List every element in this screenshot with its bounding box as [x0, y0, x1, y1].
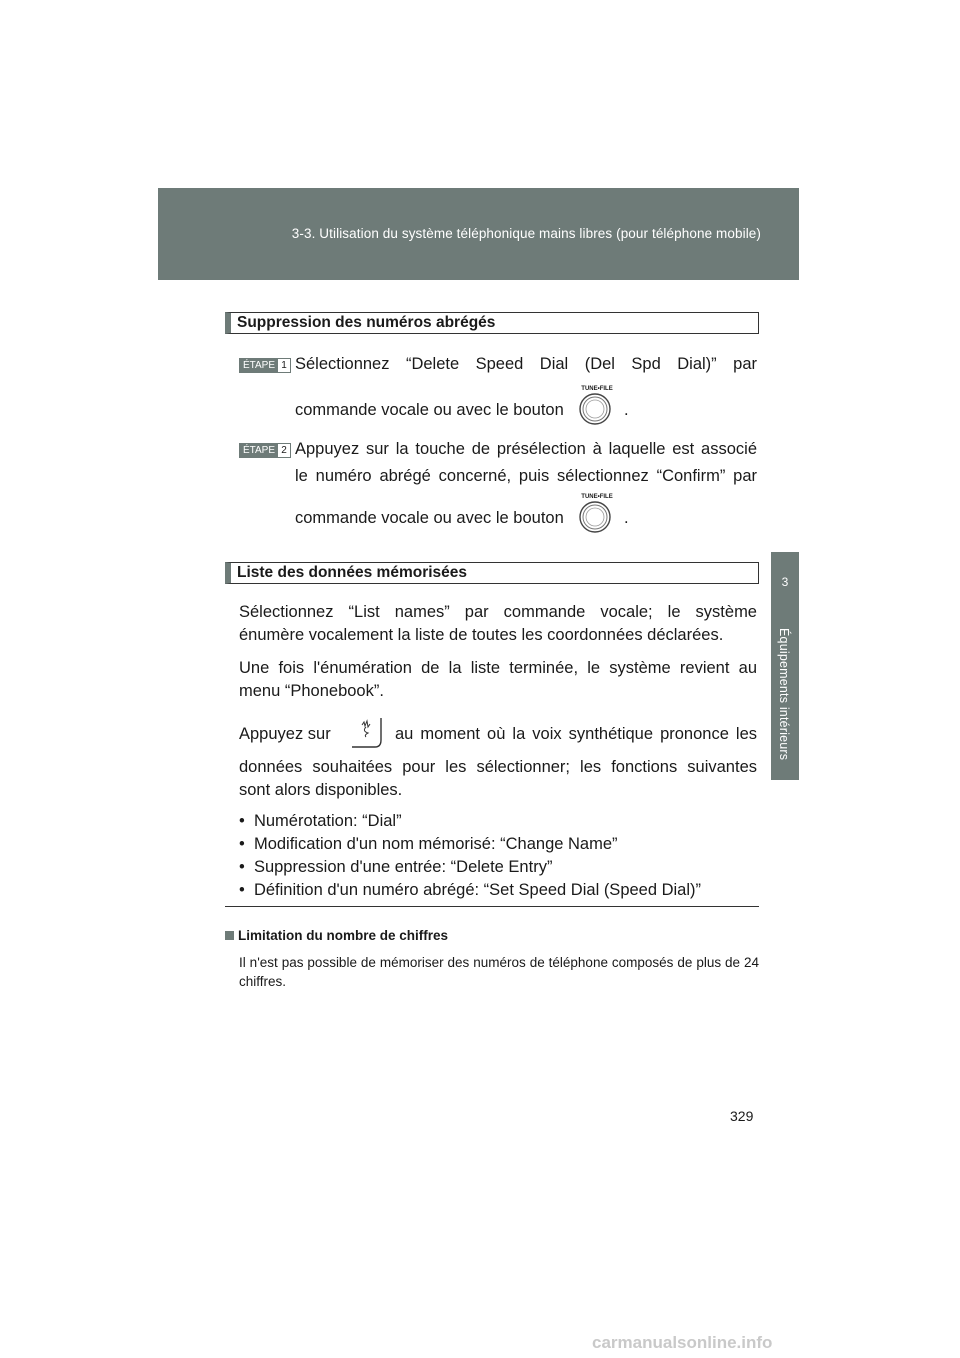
knob-label: TUNE•FILE — [581, 494, 613, 500]
list-para-2-line-1: Une fois l'énumération de la liste terminée, le système revient au — [239, 659, 757, 677]
list-para-3-start: Appuyez sur — [239, 725, 331, 743]
step-badge-label: ÉTAPE — [240, 359, 278, 372]
step-badge-label: ÉTAPE — [240, 444, 278, 457]
watermark: carmanualsonline.info — [592, 1333, 773, 1352]
list-item: • Modification d'un nom mémorisé: “Change Name” — [239, 835, 618, 853]
list-item: • Définition d'un numéro abrégé: “Set Speed Dial (Speed Dial)” — [239, 881, 702, 899]
step-badge-number: 2 — [281, 445, 287, 456]
step-badge-1 — [239, 358, 291, 373]
list-para-3-line-3: sont alors disponibles. — [239, 781, 403, 799]
note-body: Il n'est pas possible de mémoriser des numéros de téléphone composés de plus de 24 chiffres. — [239, 955, 759, 989]
step-2-end: . — [624, 509, 629, 527]
list-item: • Numérotation: “Dial” — [239, 812, 402, 830]
list-item: • Suppression d'une entrée: “Delete Entry” — [239, 858, 553, 876]
tune-file-knob-icon — [576, 384, 616, 424]
talk-switch-icon — [346, 714, 386, 750]
list-para-1-line-2: énumère vocalement la liste de toutes les coordonnées déclarées. — [239, 626, 724, 644]
section-heading-stored-data-list — [225, 562, 759, 584]
step-badge-2 — [239, 443, 291, 458]
step-2-line-2: commande vocale ou avec le bouton — [295, 509, 564, 527]
list-para-2-line-2: menu “Phonebook”. — [239, 682, 384, 700]
note-heading: Limitation du nombre de chiffres — [225, 928, 448, 943]
section-heading-delete-speed-dial — [225, 312, 759, 334]
knob-label: TUNE•FILE — [581, 386, 613, 392]
chapter-label: Équipements intérieurs — [777, 628, 791, 761]
section-heading-text: Suppression des numéros abrégés — [237, 314, 496, 331]
step-1-end: . — [624, 401, 629, 419]
page-header — [158, 188, 799, 280]
step-1-line-2: commande vocale ou avec le bouton — [295, 401, 564, 419]
square-bullet-icon — [225, 931, 234, 940]
tune-file-knob-icon — [576, 492, 616, 532]
page-number: 329 — [730, 1108, 754, 1124]
list-para-3-line-2: données souhaitées pour les sélectionner; les fonctions suivantes — [239, 758, 757, 776]
function-list — [239, 810, 759, 902]
step-badge-number: 1 — [281, 360, 287, 371]
section-heading-text: Liste des données mémorisées — [237, 564, 468, 581]
step-2-line-1b: le numéro abrégé concerné, puis sélectionnez “Confirm” par — [295, 467, 757, 485]
chapter-number: 3 — [781, 575, 789, 589]
section-divider — [225, 906, 759, 907]
step-1-line-1: Sélectionnez “Delete Speed Dial (Del Spd Dial)” par — [295, 355, 757, 373]
step-2-line-1: Appuyez sur la touche de présélection à laquelle est associé — [295, 440, 757, 458]
list-para-3-after-icon: au moment où la voix synthétique prononce les — [395, 725, 757, 743]
header-title: 3-3. Utilisation du système téléphonique mains libres (pour téléphone mobile) — [291, 226, 761, 241]
list-para-1-line-1: Sélectionnez “List names” par commande vocale; le système — [239, 603, 757, 621]
